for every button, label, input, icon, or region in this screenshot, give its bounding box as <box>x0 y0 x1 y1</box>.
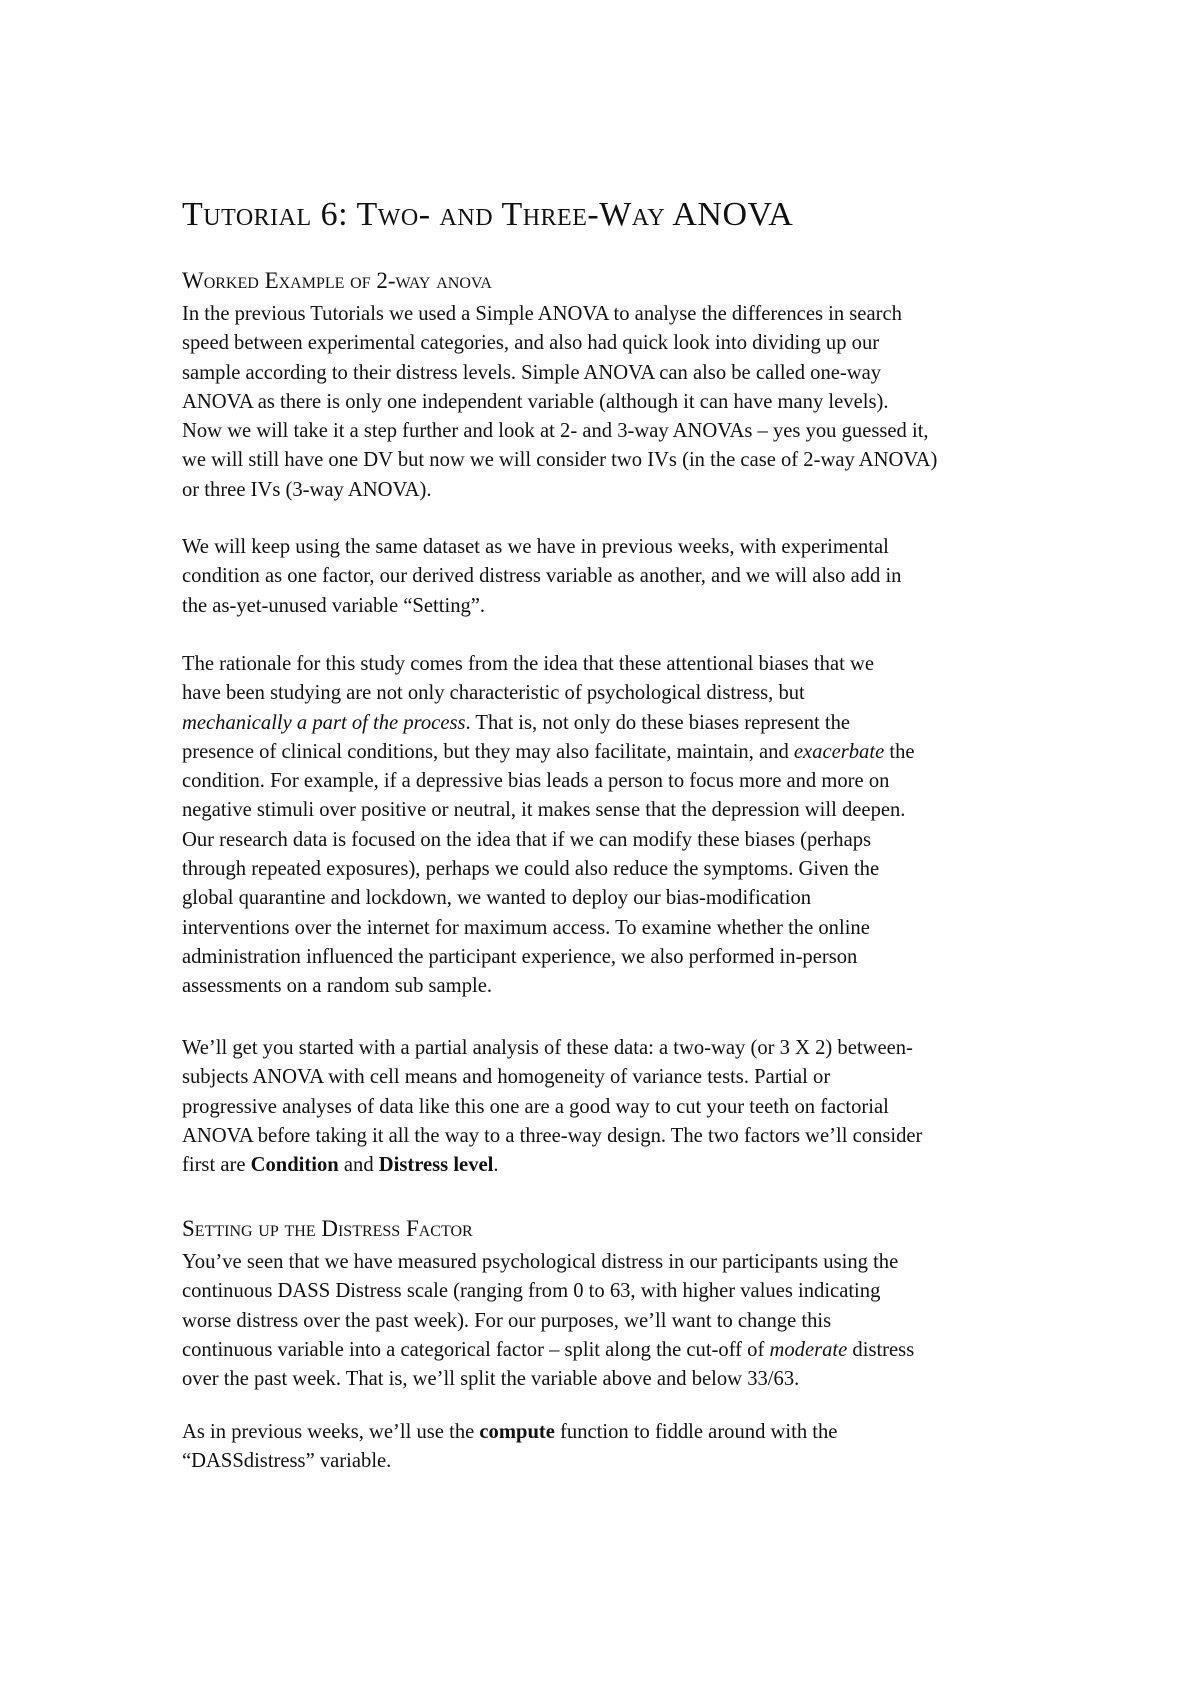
text-line: the as-yet-unused variable “Setting”. <box>182 594 486 617</box>
text-line: interventions over the internet for maximum access. To examine whether the online <box>182 916 870 939</box>
text-fragment: function to fiddle around with the <box>554 1421 838 1443</box>
text-line <box>182 1336 1032 1365</box>
text-line: condition as one factor, our derived distress variable as another, and we will also add in <box>182 565 902 588</box>
text-line: administration influenced the participant experience, we also performed in-person <box>182 945 858 968</box>
text-line: In the previous Tutorials we used a Simple ANOVA to analyse the differences in search <box>182 303 902 325</box>
emphasis-text: mechanically a part of the process <box>182 711 466 734</box>
bold-term-distress-level: Distress level <box>378 1154 494 1177</box>
text-line: negative stimuli over positive or neutral, it makes sense that the depression will deepen. <box>182 799 906 822</box>
text-line <box>182 738 1032 767</box>
text-line: “DASSdistress” variable. <box>182 1450 392 1473</box>
text-fragment: As in previous weeks, we’ll use the <box>182 1421 480 1443</box>
text-line: The rationale for this study comes from the idea that these attentional biases that we <box>182 653 874 675</box>
text-line: or three IVs (3-way ANOVA). <box>182 478 432 501</box>
text-line: ANOVA as there is only one independent variable (although it can have many levels). <box>182 390 889 413</box>
bold-term-condition: Condition <box>250 1154 339 1177</box>
paragraph-rationale <box>182 650 1032 1002</box>
paragraph-compute <box>182 1418 1032 1477</box>
text-line: ANOVA before taking it all the way to a three-way design. The two factors we’ll consider <box>182 1124 923 1147</box>
text-fragment: . That is, not only do these biases represent the <box>465 711 851 734</box>
section-heading-worked-example: Worked Example of 2-way anova <box>182 268 492 293</box>
text-fragment: . <box>493 1154 499 1177</box>
text-line: subjects ANOVA with cell means and homogeneity of variance tests. Partial or <box>182 1066 831 1089</box>
paragraph-dataset <box>182 533 1032 621</box>
section-heading-distress-factor: Setting up the Distress Factor <box>182 1216 473 1241</box>
text-line: sample according to their distress levels. Simple ANOVA can also be called one-way <box>182 361 882 384</box>
bold-term-compute: compute <box>479 1421 555 1443</box>
text-line: global quarantine and lockdown, we wanted to deploy our bias-modification <box>182 887 812 910</box>
text-line: Now we will take it a step further and look at 2- and 3-way ANOVAs – yes you guessed it, <box>182 420 929 443</box>
text-line: condition. For example, if a depressive bias leads a person to focus more and more on <box>182 770 890 793</box>
text-line: through repeated exposures), perhaps we could also reduce the symptoms. Given the <box>182 858 880 881</box>
paragraph-partial-analysis <box>182 1034 1032 1180</box>
text-line: have been studying are not only characteristic of psychological distress, but <box>182 682 805 705</box>
text-line: Our research data is focused on the idea that if we can modify these biases (perhaps <box>182 828 872 851</box>
text-fragment: presence of clinical conditions, but they may also facilitate, maintain, and <box>182 740 794 763</box>
text-fragment: distress <box>847 1338 915 1361</box>
text-line: worse distress over the past week). For our purposes, we’ll want to change this <box>182 1309 832 1332</box>
emphasis-text: exacerbate <box>793 740 885 763</box>
text-line: speed between experimental categories, and also had quick look into dividing up our <box>182 332 880 355</box>
text-line <box>182 1418 1032 1447</box>
text-fragment: the <box>884 740 915 763</box>
page-title: Tutorial 6: Two- and Three-Way ANOVA <box>182 196 794 233</box>
text-line: You’ve seen that we have measured psychological distress in our participants using the <box>182 1251 899 1273</box>
text-line: over the past week. That is, we’ll split the variable above and below 33/63. <box>182 1368 800 1391</box>
text-line: continuous DASS Distress scale (ranging from 0 to 63, with higher values indicating <box>182 1280 881 1303</box>
paragraph-distress-scale <box>182 1248 1032 1394</box>
paragraph-intro <box>182 300 1032 505</box>
text-line: We’ll get you started with a partial analysis of these data: a two-way (or 3 X 2) between- <box>182 1037 913 1059</box>
text-line: assessments on a random sub sample. <box>182 975 493 998</box>
emphasis-text: moderate <box>769 1338 848 1361</box>
text-line <box>182 709 1032 738</box>
text-fragment: continuous variable into a categorical factor – split along the cut-off of <box>182 1338 770 1361</box>
text-fragment: and <box>338 1154 379 1177</box>
text-line <box>182 1151 1032 1180</box>
text-line: We will keep using the same dataset as we have in previous weeks, with experimental <box>182 536 889 558</box>
text-line: progressive analyses of data like this one are a good way to cut your teeth on factorial <box>182 1095 889 1118</box>
text-line: we will still have one DV but now we will consider two IVs (in the case of 2-way ANOVA) <box>182 449 938 472</box>
text-fragment: first are <box>182 1154 251 1177</box>
